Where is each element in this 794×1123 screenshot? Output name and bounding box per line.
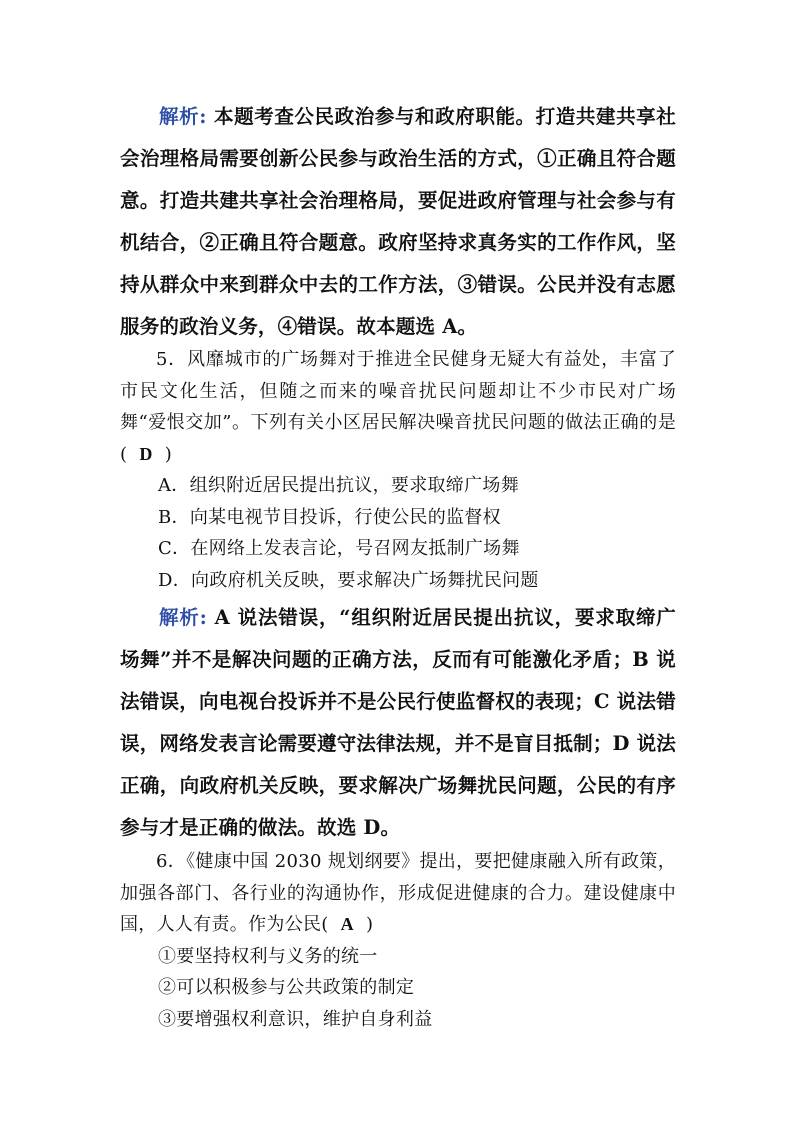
analysis-label-2: 解析: — [159, 606, 208, 629]
question-5-answer: D — [139, 443, 153, 464]
question-6-stem — [120, 846, 676, 941]
question-6-text: 6．《健康中国 2030 规划纲要》提出，要把健康融入所有政策，加强各部门、各行业的沟通协作，形成促进健康的合力。建设健康中国，人人有责。作为公民( — [120, 851, 676, 935]
analysis-block-1 — [120, 96, 676, 348]
analysis-label: 解析: — [159, 105, 207, 128]
analysis-block-2 — [120, 597, 676, 849]
question-5 — [120, 344, 676, 596]
question-6-statement-1: ①要坚持权利与义务的统一 — [158, 945, 378, 967]
question-6-statement-3: ③要增强权利意识，维护自身利益 — [158, 1008, 433, 1030]
question-5-option-b: B．向某电视节目投诉，行使公民的监督权 — [158, 506, 501, 528]
analysis-paragraph-1 — [120, 96, 676, 348]
question-6 — [120, 846, 676, 1035]
question-6-answer: A — [340, 914, 354, 934]
question-5-stem — [120, 344, 676, 470]
question-5-text: 5．风靡城市的广场舞对于推进全民健身无疑大有益处，丰富了市民文化生活，但随之而来的噪音扰民问题却让不少市民对广场舞“爱恨交加”。下列有关小区居民解决噪音扰民问题的做法正确的是( — [120, 349, 676, 465]
question-6-statement-2: ②可以积极参与公共政策的制定 — [158, 977, 415, 998]
question-6-close: ) — [366, 914, 374, 935]
question-5-option-d: D．向政府机关反映，要求解决广场舞扰民问题 — [158, 569, 539, 591]
question-5-option-c: C．在网络上发表言论，号召网友抵制广场舞 — [158, 538, 520, 559]
question-5-close: ) — [164, 443, 173, 465]
analysis-text-1: 本题考查公民政治参与和政府职能。打造共建共享社会治理格局需要创新公民参与政治生活的方式，①正确且符合题意。打造共建共享社会治理格局，要促进政府管理与社会参与有机结合，②正确且符合题意。政府坚持求真务实的工作作风，坚持从群众中来到群众中去的工作方法，③错误。公民并没有志愿服务的政治义务，④错误。故本题选 A。 — [120, 105, 676, 338]
analysis-paragraph-2 — [120, 597, 676, 849]
analysis-text-2: A 说法错误，“组织附近居民提出抗议，要求取缔广场舞”并不是解决问题的正确方法，反而有可能激化矛盾；B 说法错误，向电视台投诉并不是公民行使监督权的表现；C 说法错误，网络发表言论需要遵守法律法规，并不是盲目抵制；D 说法正确，向政府机关反映，要求解决广场舞扰民问题，公民的有序参与才是正确的做法。故选 D。 — [120, 606, 676, 839]
question-5-option-a: A．组织附近居民提出抗议，要求取缔广场舞 — [158, 475, 519, 496]
